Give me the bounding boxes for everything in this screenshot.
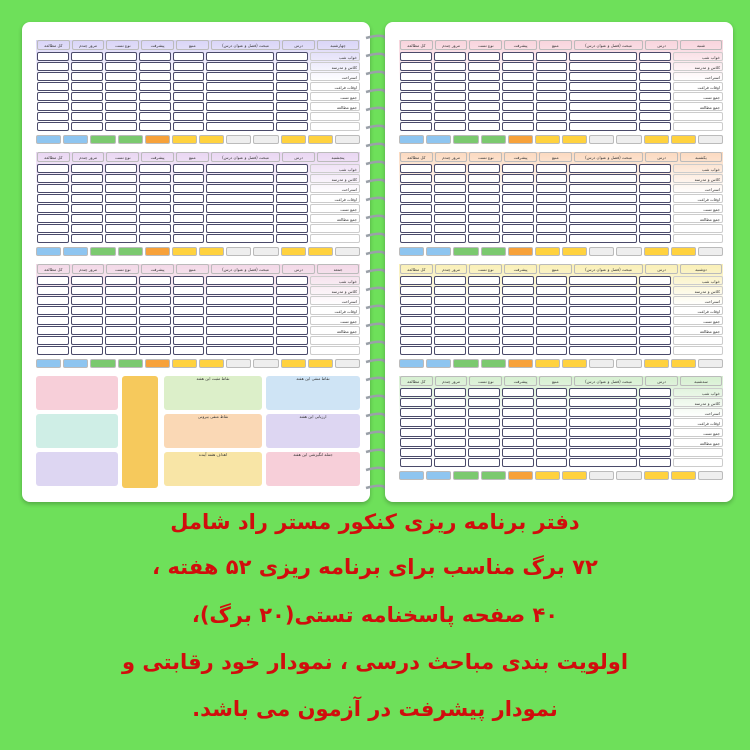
day-block: کل مطالعه مرور چندم نوع تست پیشرفت منبع مبحث (فصل و عنوان درس) درس سه‌شنبه خواب شب کلاس و مدرسه استراحت اوقات فراغت جمع تست جمع مطالعه: [399, 376, 723, 480]
negative-points-box: نقاط منفی این هفته: [266, 376, 360, 410]
day-block: کل مطالعه مرور چندم نوع تست پیشرفت منبع مبحث (فصل و عنوان درس) درس پنجشنبه خواب شب کلاس و مدرسه استراحت اوقات فراغت جمع تست جمع مطالعه: [36, 152, 360, 256]
subject-box: [36, 452, 118, 486]
caption-line-5: نمودار پیشرفت در آزمون می باشد.: [192, 697, 558, 721]
weekly-summary-panel: [36, 374, 360, 494]
day-block: کل مطالعه مرور چندم نوع تست پیشرفت منبع مبحث (فصل و عنوان درس) درس شنبه خواب شب کلاس و مدرسه استراحت اوقات فراغت جمع تست جمع مطالعه: [399, 40, 723, 144]
caption-line-3: ۴۰ صفحه پاسخنامه تستی(۲۰ برگ)،: [191, 603, 559, 627]
notebook-right-page: [385, 22, 733, 502]
day-block: کل مطالعه مرور چندم نوع تست پیشرفت منبع مبحث (فصل و عنوان درس) درس یکشنبه خواب شب کلاس و مدرسه استراحت اوقات فراغت جمع تست جمع مطالعه: [399, 152, 723, 256]
day-block: کل مطالعه مرور چندم نوع تست پیشرفت منبع مبحث (فصل و عنوان درس) درس دوشنبه خواب شب کلاس و مدرسه استراحت اوقات فراغت جمع تست جمع مطالعه: [399, 264, 723, 368]
subject-box: [36, 376, 118, 410]
external-negative-box: نقاط منفی بیرونی: [164, 414, 262, 448]
notebook-left-page: [22, 22, 370, 502]
grade-column: [122, 376, 158, 488]
table-header: کل مطالعه مرور چندم نوع تست پیشرفت منبع مبحث (فصل و عنوان درس) درس چهارشنبه: [36, 40, 360, 50]
positive-points-box: نقاط مثبت این هفته: [164, 376, 262, 410]
caption-line-1: دفتر برنامه ریزی کنکور مستر راد شامل: [170, 510, 580, 534]
next-week-goals-box: اهداف هفته آینده: [164, 452, 262, 486]
evaluation-box: ارزیابی این هفته: [266, 414, 360, 448]
motivation-box: جمله انگیزشی این هفته: [266, 452, 360, 486]
day-block: کل مطالعه مرور چندم نوع تست پیشرفت منبع مبحث (فصل و عنوان درس) درس جمعه خواب شب کلاس و مدرسه استراحت اوقات فراغت جمع تست جمع مطالعه: [36, 264, 360, 368]
day-block: کل مطالعه مرور چندم نوع تست پیشرفت منبع مبحث (فصل و عنوان درس) درس چهارشنبه خواب شب کلاس و مدرسه استراحت اوقات فراغت جمع تست جمع مطالعه: [36, 40, 360, 144]
subject-box: [36, 414, 118, 448]
caption-line-4: اولویت بندی مباحث درسی ، نمودار خود رقابتی و: [121, 650, 629, 674]
caption-line-2: ۷۲ برگ مناسب برای برنامه ریزی ۵۲ هفته ،: [152, 555, 598, 579]
